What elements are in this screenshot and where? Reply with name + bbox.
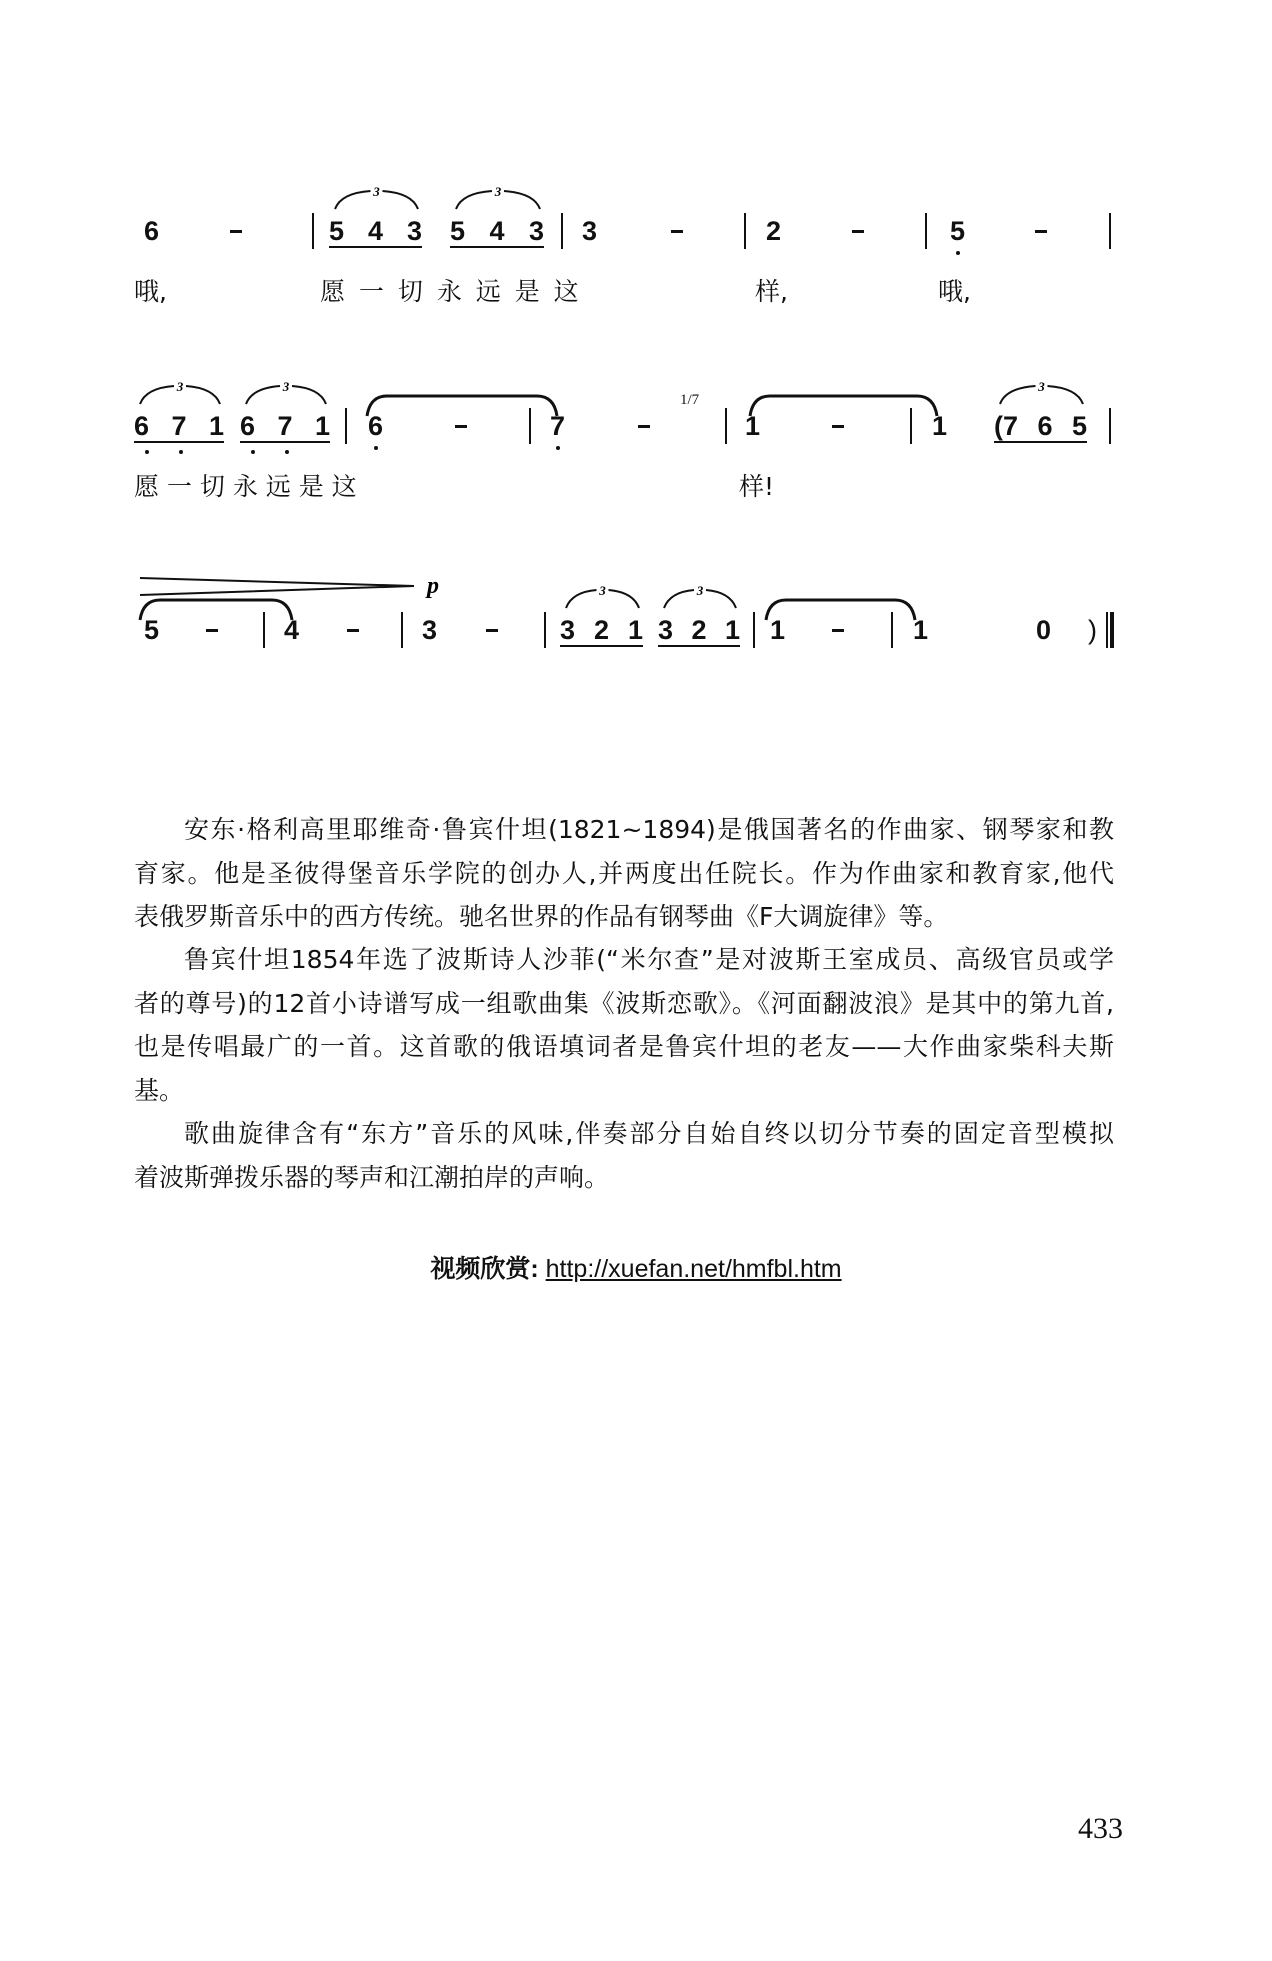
- paragraph-line: 歌曲旋律含有“东方”音乐的风味,伴奏部分自始自终以切分节奏的固定音型模拟: [184, 1119, 1114, 1148]
- note: 4: [489, 216, 505, 246]
- triplet-group: [658, 615, 740, 647]
- rest: 0: [1036, 615, 1052, 645]
- note: 1: [932, 411, 948, 441]
- triplet-arc: [456, 191, 540, 209]
- note: 5: [144, 615, 160, 645]
- triplet-number: 3: [696, 583, 704, 598]
- sustain-dash: [832, 629, 844, 632]
- note: 1: [745, 411, 761, 441]
- note: 1: [913, 615, 929, 645]
- note: 6: [134, 411, 150, 441]
- bar-line: [345, 408, 347, 444]
- lyric: 样,: [755, 277, 788, 306]
- note: 7: [277, 411, 293, 441]
- sustain-dash: [347, 629, 359, 632]
- close-paren: ): [1088, 615, 1097, 645]
- triplet-number: 3: [599, 583, 606, 598]
- paragraph-line: 安东·格利高里耶维奇·鲁宾什坦(1821~1894)是俄国著名的作曲家、钢琴家和教: [184, 815, 1114, 844]
- triplet-number: 3: [282, 379, 290, 394]
- paragraph: [134, 945, 1114, 1119]
- note: 1: [208, 411, 224, 441]
- diminuendo-hairpin: [140, 578, 414, 595]
- low-octave-dot: [285, 450, 289, 454]
- note: 6: [368, 411, 384, 441]
- triplet-number: 3: [373, 184, 380, 199]
- note: 1: [770, 615, 786, 645]
- bar-line: [544, 612, 546, 648]
- lyric: 愿 一 切 永 远 是 这: [134, 472, 357, 501]
- dynamic-piano: p: [427, 573, 439, 599]
- bar-line: [753, 612, 755, 648]
- video-link-row: [0, 1249, 1272, 1285]
- sustain-dash: [230, 230, 242, 233]
- paragraph-line: 鲁宾什坦1854年选了波斯诗人沙菲(“米尔查”是对波斯王室成员、高级官员或学: [184, 945, 1114, 974]
- note: 3: [422, 615, 438, 645]
- note: 1: [314, 411, 330, 441]
- grace-note: 1/7: [680, 392, 700, 408]
- low-octave-dot: [956, 251, 960, 255]
- note: 5: [329, 216, 345, 246]
- sustain-dash: [638, 425, 650, 428]
- bar-line: [1109, 213, 1111, 249]
- tie-arc: [140, 600, 292, 620]
- bar-line: [725, 408, 727, 444]
- lyric: 样!: [739, 472, 775, 501]
- note: 4: [367, 216, 384, 246]
- bar-line: [891, 612, 893, 648]
- note: 5: [1071, 411, 1087, 441]
- low-octave-dot: [374, 446, 378, 450]
- paragraph-line: 基。: [134, 1075, 185, 1105]
- score-slurs-and-ties: [0, 0, 1272, 700]
- triplet-arc: [1000, 386, 1083, 404]
- note: 1: [724, 615, 740, 645]
- sustain-dash: [455, 425, 467, 428]
- note: 7: [171, 411, 187, 441]
- lyric: 愿 一 切 永 远 是 这: [320, 277, 582, 306]
- sustain-dash: [486, 629, 498, 632]
- paragraph: [134, 815, 1114, 946]
- bar-line: [263, 612, 265, 648]
- paragraph-line: 表俄罗斯音乐中的西方传统。驰名世界的作品有钢琴曲《F大调旋律》等。: [134, 902, 949, 931]
- paragraph-line: 育家。他是圣彼得堡音乐学院的创办人,并两度出任院长。作为作曲家和教育家,他代: [134, 858, 1114, 888]
- note: 3: [406, 216, 422, 246]
- lyric: 哦,: [938, 277, 971, 306]
- triplet-group: [240, 411, 330, 443]
- bar-line: [561, 213, 563, 249]
- paragraph-line: 也是传唱最广的一首。这首歌的俄语填词者是鲁宾什坦的老友——大作曲家柴科夫斯: [134, 1032, 1114, 1061]
- sustain-dash: [671, 230, 683, 233]
- note: 7: [550, 411, 566, 441]
- note: 6: [1037, 411, 1053, 441]
- low-octave-dot: [556, 446, 560, 450]
- note: 2: [593, 615, 610, 645]
- tie-arc: [750, 396, 937, 416]
- sustain-dash: [832, 425, 844, 428]
- triplet-arc: [566, 590, 639, 608]
- triplet-number: 3: [494, 184, 502, 199]
- note: 3: [528, 216, 544, 246]
- paragraph-line: 者的尊号)的12首小诗谱写成一组歌曲集《波斯恋歌》。《河面翻波浪》是其中的第九首,: [134, 988, 1114, 1018]
- low-octave-dot: [251, 450, 255, 454]
- triplet-number: 3: [1038, 379, 1045, 394]
- bar-line: [312, 213, 314, 249]
- triplet-group: [329, 216, 422, 248]
- triplet-group: [450, 216, 544, 248]
- bar-line: [401, 612, 403, 648]
- page-number: 433: [1078, 1812, 1123, 1845]
- triplet-arc: [335, 191, 418, 209]
- triplet-arc: [664, 590, 736, 608]
- note: 3: [658, 615, 674, 645]
- triplet-arc: [246, 386, 326, 404]
- note: 2: [691, 615, 707, 645]
- triplet-group: [134, 411, 224, 443]
- final-double-bar: [1106, 612, 1114, 648]
- lyric: 哦,: [134, 277, 167, 306]
- bar-line: [925, 213, 927, 249]
- bar-line: [744, 213, 746, 249]
- triplet-arc: [140, 386, 220, 404]
- note: 3: [560, 615, 576, 645]
- triplet-number: 3: [176, 379, 184, 394]
- bar-line: [1109, 408, 1111, 444]
- sustain-dash: [1035, 230, 1047, 233]
- note: 3: [582, 216, 598, 246]
- note: 6: [144, 216, 160, 246]
- low-octave-dot: [145, 450, 149, 454]
- note: 5: [450, 216, 466, 246]
- paragraph-line: 着波斯弹拨乐器的琴声和江潮拍岸的声响。: [134, 1162, 610, 1192]
- triplet-group: [560, 615, 643, 647]
- low-octave-dot: [179, 450, 183, 454]
- note: 1: [627, 615, 643, 645]
- note: (7: [994, 411, 1019, 441]
- note: 4: [284, 615, 300, 645]
- video-link[interactable]: http://xuefan.net/hmfbl.htm: [545, 1255, 842, 1283]
- note: 5: [950, 216, 966, 246]
- sustain-dash: [852, 230, 864, 233]
- note: 6: [240, 411, 256, 441]
- bar-line: [529, 408, 531, 444]
- bar-line: [910, 408, 912, 444]
- note: 2: [766, 216, 782, 246]
- video-label: 视频欣赏:: [430, 1255, 539, 1283]
- paragraph: [134, 1119, 1114, 1206]
- sustain-dash: [206, 629, 218, 632]
- triplet-group: [994, 411, 1087, 443]
